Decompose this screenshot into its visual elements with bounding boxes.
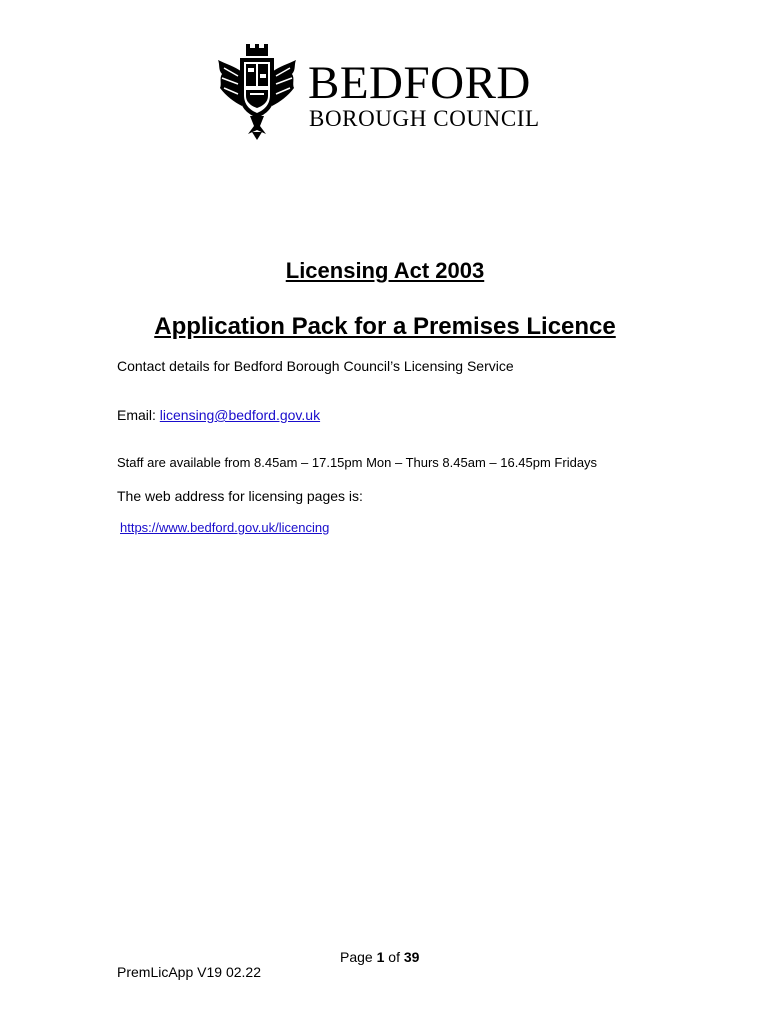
brand-name: BEDFORD	[308, 57, 531, 109]
document-version: PremLicApp V19 02.22	[117, 964, 261, 980]
brand-subtitle: BOROUGH COUNCIL	[309, 106, 540, 131]
email-label: Email:	[117, 407, 156, 423]
bedford-crest-icon	[216, 44, 298, 140]
page-number	[340, 948, 419, 966]
page-current: 1	[376, 949, 385, 965]
document-title: Application Pack for a Premises Licence	[154, 313, 616, 340]
page-prefix: Page	[340, 949, 373, 965]
licensing-web-link[interactable]: https://www.bedford.gov.uk/licencing	[120, 520, 330, 535]
email-link[interactable]: licensing@bedford.gov.uk	[159, 407, 321, 423]
act-title: Licensing Act 2003	[285, 258, 485, 283]
page-total: 39	[403, 949, 420, 965]
email-line	[117, 406, 320, 424]
page-of: of	[388, 949, 400, 965]
web-address-intro: The web address for licensing pages is:	[117, 488, 363, 504]
contact-intro: Contact details for Bedford Borough Council’s Licensing Service	[117, 358, 514, 374]
staff-hours: Staff are available from 8.45am – 17.15pm Mon – Thurs 8.45am – 16.45pm Fridays	[117, 455, 598, 470]
council-logo	[216, 44, 556, 140]
